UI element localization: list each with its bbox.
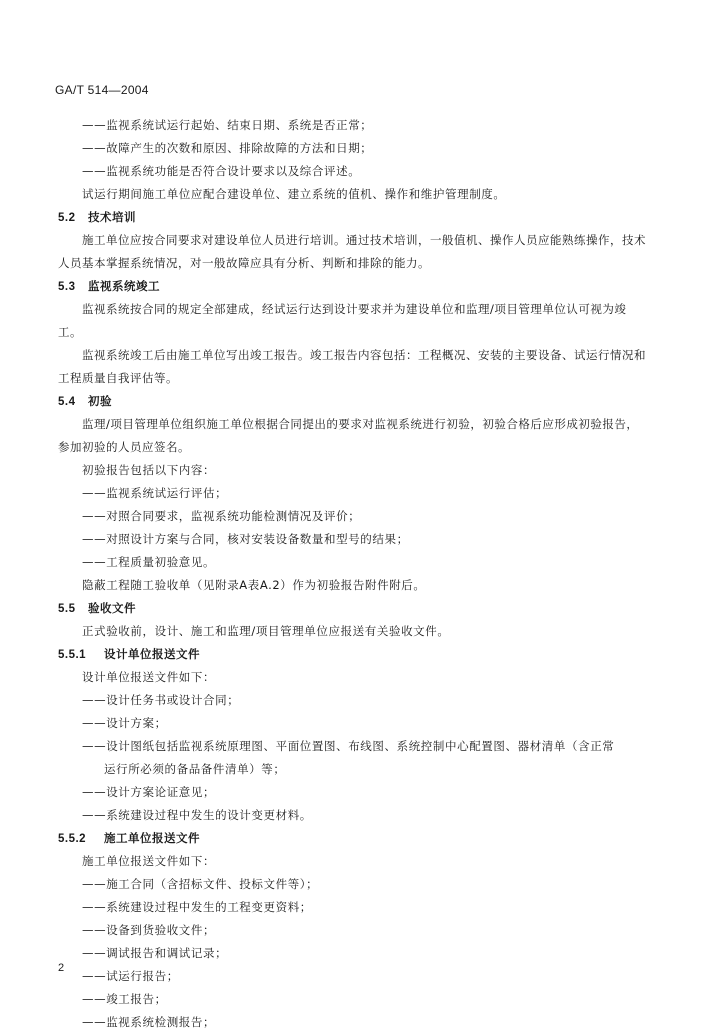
list-item: ——系统建设过程中发生的设计变更材料。 <box>82 808 312 822</box>
list-item: ——系统建设过程中发生的工程变更资料； <box>82 900 312 914</box>
section-number: 5.2 <box>58 212 76 224</box>
section-title: 技术培训 <box>88 210 136 224</box>
document-code-header: GA/T 514—2004 <box>55 83 149 97</box>
list-item: ——设计图纸包括监视系统原理图、平面位置图、布线图、系统控制中心配置图、器材清单（含正常 <box>82 739 615 753</box>
section-number: 5.4 <box>58 396 76 408</box>
section-number: 5.5 <box>58 603 76 615</box>
section-title: 设计单位报送文件 <box>104 647 200 661</box>
list-item: ——设备到货验收文件； <box>82 923 216 937</box>
paragraph: 施工单位报送文件如下： <box>82 854 216 868</box>
list-item: ——故障产生的次数和原因、排除故障的方法和日期； <box>82 141 373 155</box>
section-heading-5-5-1 <box>58 643 648 666</box>
list-item: ——试运行报告； <box>82 969 179 983</box>
list-item: ——设计方案论证意见； <box>82 785 216 799</box>
section-number: 5.5.1 <box>58 649 87 661</box>
section-heading-5-2 <box>58 206 648 229</box>
section-number: 5.3 <box>58 281 76 293</box>
paragraph: 隐蔽工程随工验收单（见附录A表A.2）作为初验报告附件附后。 <box>82 578 426 592</box>
list-item: ——调试报告和调试记录； <box>82 946 228 960</box>
page-number: 2 <box>58 962 65 974</box>
section-heading-5-4 <box>58 390 648 413</box>
document-body <box>58 114 648 1034</box>
paragraph: 施工单位应按合同要求对建设单位人员进行培训。通过技术培训，一般值机、操作人员应能熟练操作，技术人员基本掌握系统情况，对一般故障应具有分析、判断和排除的能力。 <box>58 233 646 270</box>
list-item: ——工程质量初验意见。 <box>82 555 216 569</box>
list-item: ——监视系统功能是否符合设计要求以及综合评述。 <box>82 164 361 178</box>
list-item: ——对照设计方案与合同，核对安装设备数量和型号的结果； <box>82 532 409 546</box>
list-item-continuation: 运行所必须的备品备件清单）等； <box>104 762 286 776</box>
section-title: 初验 <box>88 394 112 408</box>
paragraph: 监视系统按合同的规定全部建成，经试运行达到设计要求并为建设单位和监理/项目管理单位认可视为竣工。 <box>58 302 627 339</box>
list-item: ——监视系统试运行起始、结束日期、系统是否正常； <box>82 118 373 132</box>
paragraph: 设计单位报送文件如下： <box>82 670 216 684</box>
section-heading-5-5 <box>58 597 648 620</box>
list-item: ——设计方案； <box>82 716 167 730</box>
list-item: ——竣工报告； <box>82 992 167 1006</box>
section-heading-5-5-2 <box>58 827 648 850</box>
list-item: ——设计任务书或设计合同； <box>82 693 240 707</box>
list-item: ——对照合同要求，监视系统功能检测情况及评价； <box>82 509 361 523</box>
section-number: 5.5.2 <box>58 833 87 845</box>
section-heading-5-3 <box>58 275 648 298</box>
section-title: 监视系统竣工 <box>88 279 160 293</box>
paragraph: 监理/项目管理单位组织施工单位根据合同提出的要求对监视系统进行初验，初验合格后应形成初验报告，参加初验的人员应签名。 <box>58 417 639 454</box>
section-title: 验收文件 <box>88 601 136 615</box>
section-title: 施工单位报送文件 <box>104 831 200 845</box>
paragraph: 监视系统竣工后由施工单位写出竣工报告。竣工报告内容包括：工程概况、安装的主要设备、试运行情况和工程质量自我评估等。 <box>58 348 646 385</box>
list-item: ——施工合同（含招标文件、投标文件等）； <box>82 877 319 891</box>
list-item: ——监视系统试运行评估； <box>82 486 228 500</box>
paragraph: 正式验收前，设计、施工和监理/项目管理单位应报送有关验收文件。 <box>82 624 450 638</box>
list-item: ——监视系统检测报告； <box>82 1015 216 1029</box>
paragraph: 初验报告包括以下内容： <box>82 463 216 477</box>
paragraph: 试运行期间施工单位应配合建设单位、建立系统的值机、操作和维护管理制度。 <box>82 187 506 201</box>
